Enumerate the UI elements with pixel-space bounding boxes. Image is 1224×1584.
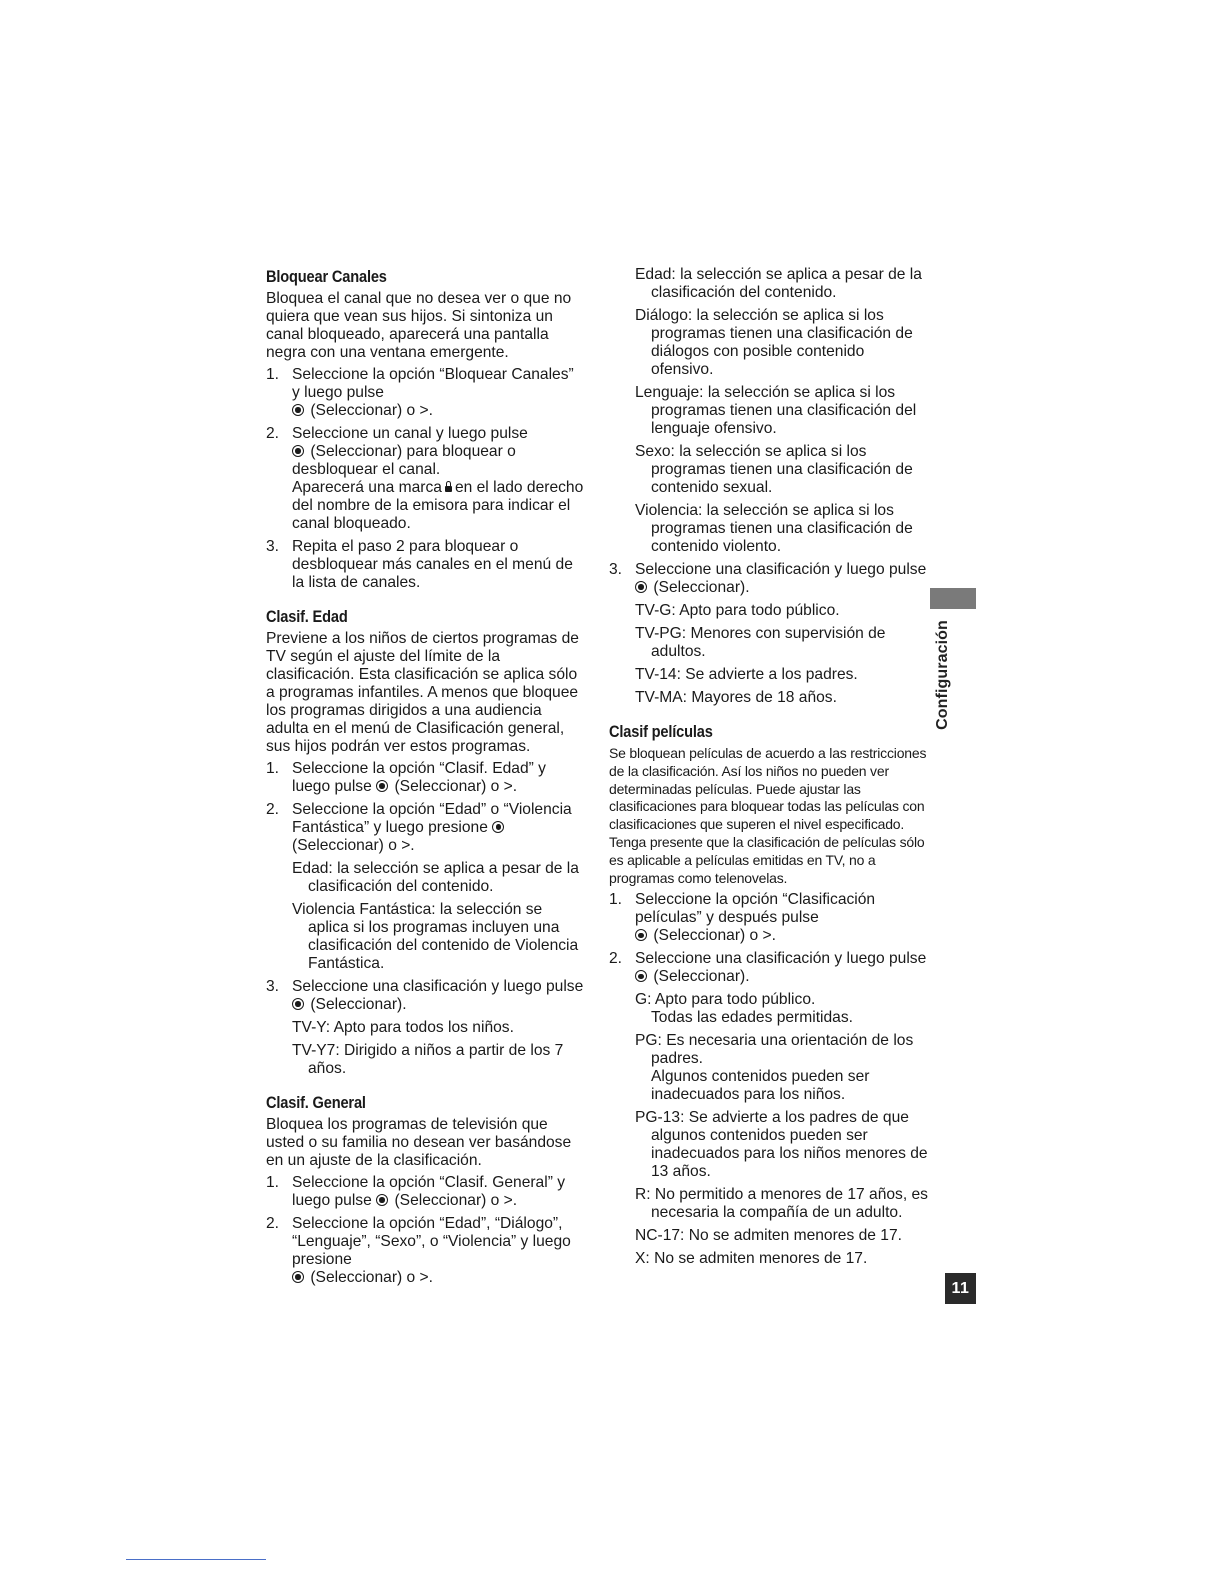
section-intro: Bloquea el canal que no desea ver o que no quiera que vean sus hijos. Si sintoniza un canal bloqueado, aparecerá una pantalla negra con una ventana emergente. [266, 290, 572, 361]
step-text: Seleccione una clasificación y luego pulse [292, 978, 584, 995]
rating-pg [635, 1032, 931, 1104]
step-text: Seleccione la opción “Edad” o “Violencia Fantástica” y luego presione [292, 801, 572, 836]
step-text-tail: (Seleccionar) o >. [310, 1269, 433, 1286]
option-edad: Edad: la selección se aplica a pesar de la clasificación del contenido. [635, 266, 922, 301]
step-2 [266, 1215, 584, 1287]
rating-tv-ma: TV-MA: Mayores de 18 años. [635, 689, 837, 706]
section-clasif-general [266, 1092, 584, 1287]
step-number: 3. [266, 978, 280, 995]
rating-tv-14: TV-14: Se advierte a los padres. [635, 666, 858, 683]
section-title: Clasif películas [609, 722, 713, 741]
section-clasif-edad [266, 606, 584, 1078]
step-3 [266, 978, 584, 1078]
step-text-tail: (Seleccionar) para bloquear o desbloquear el canal. [292, 443, 516, 478]
steps-list [266, 760, 584, 1078]
select-button-icon [376, 780, 388, 792]
select-button-icon [635, 929, 647, 941]
section-intro: Bloquea los programas de televisión que usted o su familia no desean ver basándose en un ajuste de la clasificación. [266, 1116, 572, 1169]
step-number: 1. [266, 366, 280, 383]
step-text: Seleccione la opción “Clasif. Edad” y luego pulse [292, 760, 546, 795]
step-number: 2. [609, 950, 623, 968]
section-title: Clasif. Edad [266, 607, 348, 626]
rating-r: R: No permitido a menores de 17 años, es necesaria la compañía de un adulto. [635, 1186, 928, 1222]
rating-tv-pg: TV-PG: Menores con supervisión de adultos. [635, 625, 886, 660]
step-1 [266, 1174, 584, 1210]
lock-icon [445, 486, 452, 492]
steps-list [266, 1174, 584, 1287]
step-1 [266, 366, 584, 420]
section-intro: Previene a los niños de ciertos programas de TV según el ajuste del límite de la clasificación. Esta clasificación se aplica sólo a programas infantiles. A menos que bloquee los programas dirigidos a una audiencia adulta en el menú de Clasificación general, sus hijos podrán ver estos programas. [266, 630, 579, 755]
step-text: Seleccione la opción “Clasificación películas” y después pulse [635, 891, 876, 927]
rating-g [635, 991, 931, 1027]
select-button-icon [376, 1194, 388, 1206]
step-number: 3. [266, 538, 280, 555]
step-1 [609, 891, 931, 945]
section-clasif-peliculas [609, 721, 931, 1268]
select-button-icon [292, 1271, 304, 1283]
option-lenguaje: Lenguaje: la selección se aplica si los programas tienen una clasificación del lenguaje ofensivo. [635, 384, 917, 437]
step-text-tail: (Seleccionar) o >. [394, 1192, 518, 1209]
step-2 [266, 801, 584, 973]
step-number: 2. [266, 801, 280, 818]
step-text: Seleccione la opción “Clasif. General” y luego pulse [292, 1174, 566, 1209]
option-violencia-fantastica: Violencia Fantástica: la selección se aplica si los programas incluyen una clasificación del contenido de Violencia Fantástica. [292, 901, 579, 972]
steps-list [266, 366, 584, 592]
rating-tv-y: TV-Y: Apto para todos los niños. [292, 1019, 514, 1036]
step-text-tail: (Seleccionar) o >. [292, 837, 415, 854]
select-button-icon [292, 404, 304, 416]
rating-g-note: Todas las edades permitidas. [651, 1009, 853, 1027]
step-2 [609, 950, 931, 1268]
rating-tv-y7: TV-Y7: Dirigido a niños a partir de los 7 años. [292, 1042, 564, 1077]
step-text-tail: (Seleccionar). [310, 996, 407, 1013]
chapter-label-text: Configuración [934, 620, 951, 730]
rating-tv-g: TV-G: Apto para todo público. [635, 602, 840, 619]
option-descriptions [635, 266, 931, 556]
rating-nc-17: NC-17: No se admiten menores de 17. [635, 1227, 902, 1245]
step-number: 1. [266, 760, 280, 777]
step-1 [266, 760, 584, 796]
step-text: Seleccione una clasificación y luego pulse [635, 950, 927, 968]
step-text: Seleccione la opción “Edad”, “Diálogo”, “Lenguaje”, “Sexo”, o “Violencia” y luego presione [292, 1215, 571, 1268]
step-number: 2. [266, 1215, 280, 1232]
rating-pg-text: PG: Es necesaria una orientación de los padres. [635, 1032, 914, 1068]
option-dialogo: Diálogo: la selección se aplica si los programas tienen una clasificación de diálogos con posible contenido ofensivo. [635, 307, 913, 378]
step-text-tail: (Seleccionar) o >. [653, 927, 776, 945]
step-text: Seleccione una clasificación y luego pulse [635, 561, 927, 578]
rating-x: X: No se admiten menores de 17. [635, 1250, 868, 1268]
option-edad: Edad: la selección se aplica a pesar de la clasificación del contenido. [292, 860, 579, 895]
section-intro: Se bloquean películas de acuerdo a las restricciones de la clasificación. Así los niños no pueden ver determinadas películas. Puede ajustar las clasificaciones para bloquear todas las películas con clasificaciones que superen el nivel especificado. Tenga presente que la clasificación de películas sólo es aplicable a películas emitidas en TV, no a programas como telenovelas. [609, 745, 927, 886]
step-3 [609, 561, 931, 707]
chapter-side-label [928, 620, 958, 730]
section-title: Bloquear Canales [266, 267, 387, 286]
step-text-tail: (Seleccionar) o >. [310, 402, 433, 419]
option-sexo: Sexo: la selección se aplica si los programas tienen una clasificación de contenido sexual. [635, 443, 913, 496]
select-button-icon [635, 970, 647, 982]
section-bloquear-canales [266, 266, 584, 592]
rating-descriptions [292, 1019, 584, 1078]
select-button-icon [292, 998, 304, 1010]
step-text-tail: (Seleccionar). [653, 968, 750, 986]
step-3 [266, 538, 584, 592]
chapter-tab-marker [930, 588, 976, 609]
select-button-icon [492, 821, 504, 833]
option-violencia: Violencia: la selección se aplica si los programas tienen una clasificación de contenido violento. [635, 502, 913, 555]
rating-pg-note: Algunos contenidos pueden ser inadecuados para los niños. [651, 1068, 870, 1104]
option-descriptions [292, 860, 584, 973]
left-column [266, 266, 584, 1301]
step-note: Aparecerá una marca [292, 479, 442, 496]
section-general-options [609, 266, 931, 707]
step-number: 1. [609, 891, 623, 909]
section-title: Clasif. General [266, 1093, 366, 1112]
steps-list [609, 891, 931, 1268]
step-text: Repita el paso 2 para bloquear o desbloquear más canales en el menú de la lista de canales. [292, 538, 573, 591]
step-number: 1. [266, 1174, 280, 1191]
right-column [609, 266, 931, 1282]
select-button-icon [635, 581, 647, 593]
step-number: 2. [266, 425, 280, 442]
rating-descriptions [635, 991, 931, 1268]
step-text: Seleccione un canal y luego pulse [292, 425, 528, 442]
step-text-tail: (Seleccionar) o >. [394, 778, 518, 795]
steps-list [609, 561, 931, 707]
footer-rule [126, 1559, 266, 1560]
step-number: 3. [609, 561, 623, 578]
step-text: Seleccione la opción “Bloquear Canales” y luego pulse [292, 366, 574, 401]
rating-g-text: G: Apto para todo público. [635, 991, 816, 1009]
rating-pg-13: PG-13: Se advierte a los padres de que algunos contenidos pueden ser inadecuados para los niños menores de 13 años. [635, 1109, 928, 1181]
step-text-tail: (Seleccionar). [653, 579, 750, 596]
step-note-tail: en el lado derecho del nombre de la emisora para indicar el canal bloqueado. [292, 479, 584, 532]
select-button-icon [292, 445, 304, 457]
page-number-badge: 11 [945, 1273, 976, 1304]
step-2 [266, 425, 584, 533]
rating-descriptions [635, 602, 931, 707]
